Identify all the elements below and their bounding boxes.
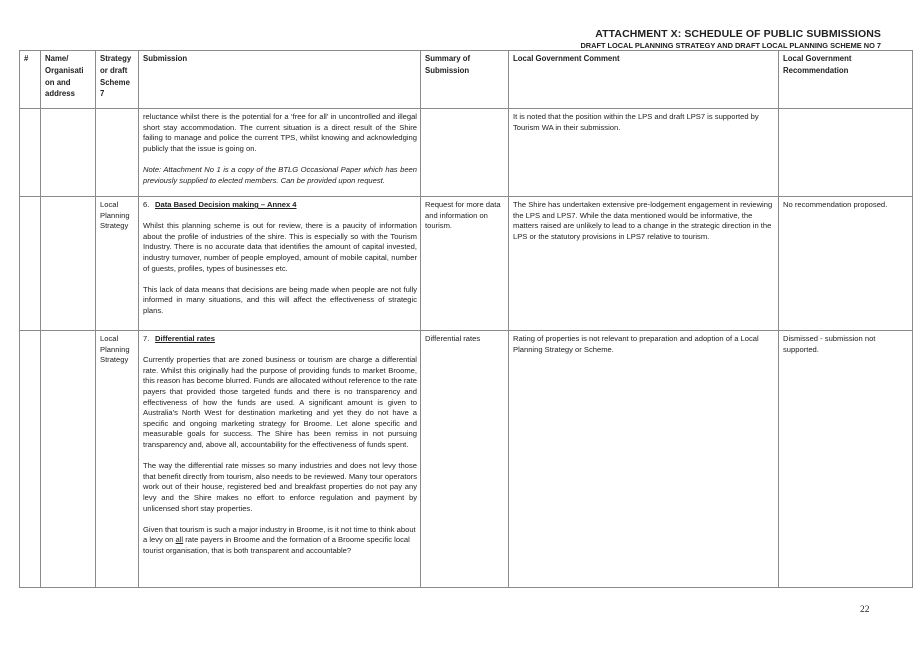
cell-comment: Rating of properties is not relevant to preparation and adoption of a Local Planning Strategy or Scheme. [509, 331, 779, 588]
cell-comment: It is noted that the position within the LPS and draft LPS7 is supported by Tourism WA in their submission. [509, 109, 779, 197]
cell-submission [139, 197, 421, 331]
col-header-summary: Summary of Submission [421, 51, 509, 109]
submission-title: Differential rates [155, 334, 215, 343]
submission-paragraph: The way the differential rate misses so many industries and does not levy those that benefit directly from tourism, also needs to be reviewed. Many tour operators work out of their house, registered bed and breakfast properties do not pay any levy and the Shire makes no effort to enforce regulation and payment by unlicensed short stay properties. [143, 461, 417, 513]
cell-name [41, 331, 96, 588]
submission-number: 6. [143, 200, 150, 209]
cell-number [20, 197, 41, 331]
submission-heading [143, 200, 417, 211]
cell-summary: Differential rates [421, 331, 509, 588]
cell-number [20, 109, 41, 197]
table-row [20, 109, 913, 197]
submission-heading [143, 334, 417, 345]
submission-text: Given that tourism is such a major industry in Broome, is it not time to think about a levy on [143, 524, 416, 545]
table-row [20, 197, 913, 331]
document-title: ATTACHMENT X: SCHEDULE OF PUBLIC SUBMISSIONS [595, 28, 881, 40]
cell-submission [139, 109, 421, 197]
cell-summary: Request for more data and information on tourism. [421, 197, 509, 331]
table-header-row [20, 51, 913, 109]
cell-submission [139, 331, 421, 588]
cell-number [20, 331, 41, 588]
col-header-strategy: Strategy or draft Scheme 7 [96, 51, 139, 109]
cell-recommendation: No recommendation proposed. [779, 197, 913, 331]
col-header-comment: Local Government Comment [509, 51, 779, 109]
cell-comment: The Shire has undertaken extensive pre-lodgement engagement in reviewing the LPS and LPS7. While the data mentioned would be informative, the matters raised are unlikely to lead to a change in the strategic direction in the LPS or the statutory provisions in LPS7 relative to tourism. [509, 197, 779, 331]
submission-paragraph: Whilst this planning scheme is out for review, there is a paucity of information about the profile of industries of the shire. This is especially so with the Tourism Industry. There is no accurate data that identifies the amount of capital invested, industry turnover, number of people employed, amount of mobile capital, number of guests, profiles, types of businesses etc. [143, 221, 417, 273]
col-header-recommendation: Local Government Recommendation [779, 51, 913, 109]
document-subtitle: DRAFT LOCAL PLANNING STRATEGY AND DRAFT LOCAL PLANNING SCHEME NO 7 [580, 41, 881, 50]
submission-paragraph: reluctance whilst there is the potential for a ‘free for all’ in uncontrolled and illegal short stay accommodation. The current situation is a direct result of the Shire failing to manage and police the current TPS, whilst knowing and acknowledging publicly that the issue is going on. [143, 112, 417, 153]
cell-recommendation: Dismissed - submission not supported. [779, 331, 913, 588]
submission-text: rate payers in Broome and the formation of a Broome specific local tourist organisation, that is both transparent and accountable? [143, 535, 410, 555]
cell-recommendation [779, 109, 913, 197]
submissions-table [19, 50, 913, 588]
submission-paragraph [143, 525, 417, 557]
cell-strategy: Local Planning Strategy [96, 331, 139, 588]
cell-strategy: Local Planning Strategy [96, 197, 139, 331]
col-header-name: Name/ Organisati on and address [41, 51, 96, 109]
cell-name [41, 197, 96, 331]
col-header-number: # [20, 51, 41, 109]
submission-note: Note: Attachment No 1 is a copy of the BTLG Occasional Paper which has been previously supplied to elected members. Can be provided upon request. [143, 164, 417, 185]
submission-number: 7. [143, 334, 150, 343]
cell-name [41, 109, 96, 197]
page-number: 22 [860, 605, 870, 615]
table-row [20, 331, 913, 588]
cell-summary [421, 109, 509, 197]
submission-underlined-word: all [175, 535, 184, 545]
cell-strategy [96, 109, 139, 197]
col-header-submission: Submission [139, 51, 421, 109]
submission-paragraph: This lack of data means that decisions are being made when people are not fully informed in many situations, and this will affect the effectiveness of strategic plans. [143, 284, 417, 315]
submission-paragraph: Currently properties that are zoned business or tourism are charge a differential rate. Whilst this originally had the purpose of providing funds to market Broome, this reason has become blurred. Funds are allocated without reference to the rate payers that provided those targeted funds and there is no transparency and effectiveness of how the funds are used. A significant amount is given to Australia’s North West for destination marketing and yet they do not have a specific and ongoing marketing strategy for Broome. Let alone specific and measurable goals for success. The Shire has been remiss in not pursuing transparency and, above all, accountability for the effectiveness of funds spent. [143, 355, 417, 449]
submission-title: Data Based Decision making – Annex 4 [155, 200, 297, 209]
